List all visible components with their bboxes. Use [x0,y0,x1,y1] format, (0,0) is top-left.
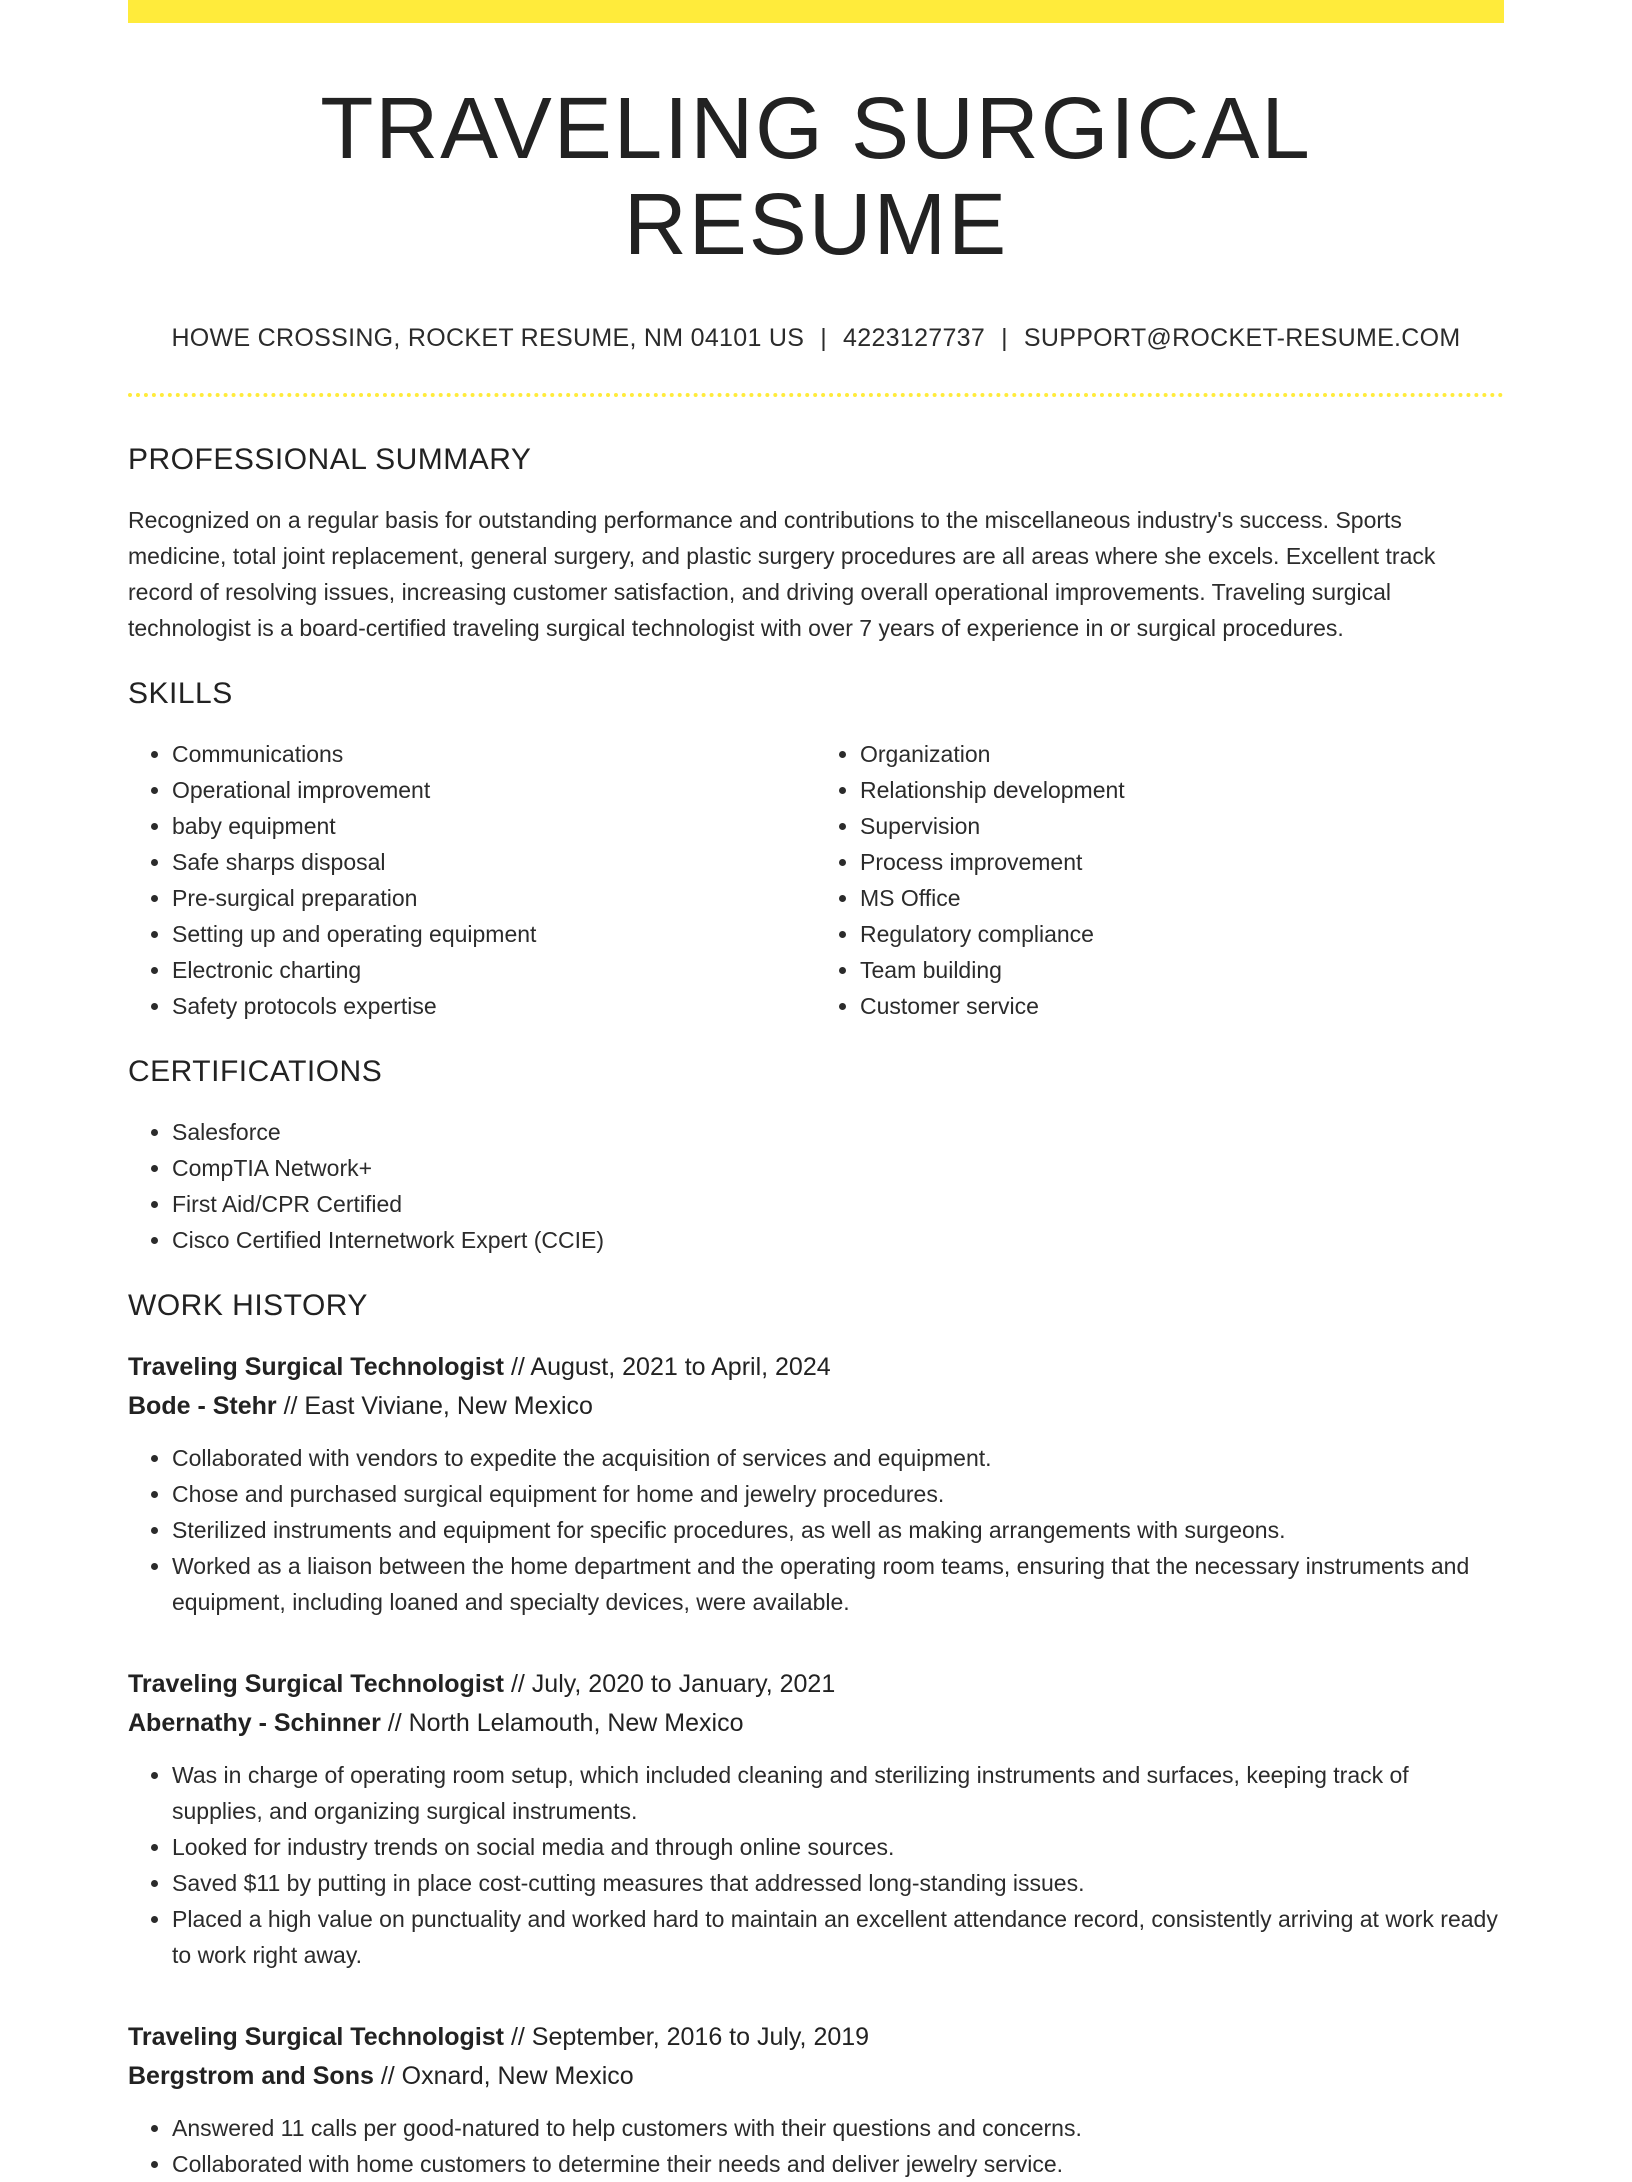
job-role: Traveling Surgical Technologist [128,2023,505,2052]
job-bullet: • Was in charge of operating room setup, which included cleaning and sterilizing instruments and surfaces, keeping track of supplies, and organizing surgical instruments. [172,1757,1504,1829]
skill-item: • Team building [860,952,1504,988]
contact-line [128,324,1504,353]
summary-text: Recognized on a regular basis for outstanding performance and contributions to the miscellaneous industry's success. Sports medicine, total joint replacement, general surgery, and plastic surgery procedures are all areas where she excels. Excellent track record of resolving issues, increasing customer satisfaction, and driving overall operational improvements. Traveling surgical technologist is a board-certified traveling surgical technologist with over 7 years of experience in or surgical procedures. [128,507,1436,642]
skills-column-right [816,736,1504,1024]
contact-address: HOWE CROSSING, ROCKET RESUME, NM 04101 US [171,324,805,353]
resume-title: TRAVELING SURGICAL RESUME [320,80,1312,273]
skill-item: • Electronic charting [172,952,816,988]
job-company-line [128,1704,1504,1743]
contact-email: SUPPORT@ROCKET-RESUME.COM [1023,324,1461,353]
job-company-line [128,1387,1504,1426]
contact-phone: 4223127737 [843,324,986,353]
resume-page [128,0,1504,2182]
job-dates: // September, 2016 to July, 2019 [504,2023,870,2052]
job-company: Abernathy - Schinner [128,1709,381,1738]
skill-item: • Customer service [860,988,1504,1024]
job-role: Traveling Surgical Technologist [128,1670,505,1699]
job-dates: // August, 2021 to April, 2024 [504,1353,831,1382]
job-bullet: • Collaborated with home customers to determine their needs and deliver jewelry service. [172,2146,1504,2182]
job-entry [128,2018,1504,2182]
skills-column-left [128,736,816,1024]
certifications-heading: CERTIFICATIONS [128,1055,383,1089]
job-bullet: • Answered 11 calls per good-natured to help customers with their questions and concerns. [172,2110,1504,2146]
job-bullets [128,2110,1504,2182]
job-location: // East Viviane, New Mexico [276,1392,593,1421]
job-bullet: • Chose and purchased surgical equipment for home and jewelry procedures. [172,1476,1504,1512]
certification-item: • Salesforce [172,1114,1504,1150]
skill-item: • Regulatory compliance [860,916,1504,952]
dotted-divider [128,393,1504,397]
certification-item: • First Aid/CPR Certified [172,1186,1504,1222]
certification-item: • CompTIA Network+ [172,1150,1504,1186]
job-title-line [128,1665,1504,1704]
skill-item: • Pre-surgical preparation [172,880,816,916]
job-location: // North Lelamouth, New Mexico [380,1709,744,1738]
skills-heading: SKILLS [128,677,233,711]
work-history-heading: WORK HISTORY [128,1289,368,1323]
skill-item: • Safe sharps disposal [172,844,816,880]
skill-item: • Communications [172,736,816,772]
job-bullets [128,1440,1504,1620]
job-company-line [128,2057,1504,2096]
job-title-line [128,2018,1504,2057]
job-bullets [128,1757,1504,1973]
skill-item: • Supervision [860,808,1504,844]
contact-separator: | [820,324,828,353]
skill-item: • Relationship development [860,772,1504,808]
skill-item: • Organization [860,736,1504,772]
job-bullet: • Placed a high value on punctuality and worked hard to maintain an excellent attendance record, consistently arriving at work ready to work right away. [172,1901,1504,1973]
skill-item: • baby equipment [172,808,816,844]
job-company: Bergstrom and Sons [128,2062,374,2091]
job-location: // Oxnard, New Mexico [373,2062,634,2091]
job-bullet: • Saved $11 by putting in place cost-cutting measures that addressed long-standing issues. [172,1865,1504,1901]
job-bullet: • Looked for industry trends on social media and through online sources. [172,1829,1504,1865]
skill-item: • Operational improvement [172,772,816,808]
job-role: Traveling Surgical Technologist [128,1353,505,1382]
skill-item: • MS Office [860,880,1504,916]
certifications-list [128,1114,1504,1258]
accent-top-bar [128,0,1504,23]
job-company: Bode - Stehr [128,1392,277,1421]
skills-list [128,736,1504,1024]
skill-item: • Safety protocols expertise [172,988,816,1024]
job-bullet: • Collaborated with vendors to expedite the acquisition of services and equipment. [172,1440,1504,1476]
skill-item: • Process improvement [860,844,1504,880]
job-bullet: • Sterilized instruments and equipment for specific procedures, as well as making arrangements with surgeons. [172,1512,1504,1548]
job-entry [128,1348,1504,1620]
job-entry [128,1665,1504,1973]
summary-heading: PROFESSIONAL SUMMARY [128,443,532,477]
certification-item: • Cisco Certified Internetwork Expert (CCIE) [172,1222,1504,1258]
job-title-line [128,1348,1504,1387]
job-bullet: • Worked as a liaison between the home department and the operating room teams, ensuring that the necessary instruments and equipment, including loaned and specialty devices, were available. [172,1548,1504,1620]
job-dates: // July, 2020 to January, 2021 [504,1670,836,1699]
skill-item: • Setting up and operating equipment [172,916,816,952]
contact-separator: | [1001,324,1008,353]
